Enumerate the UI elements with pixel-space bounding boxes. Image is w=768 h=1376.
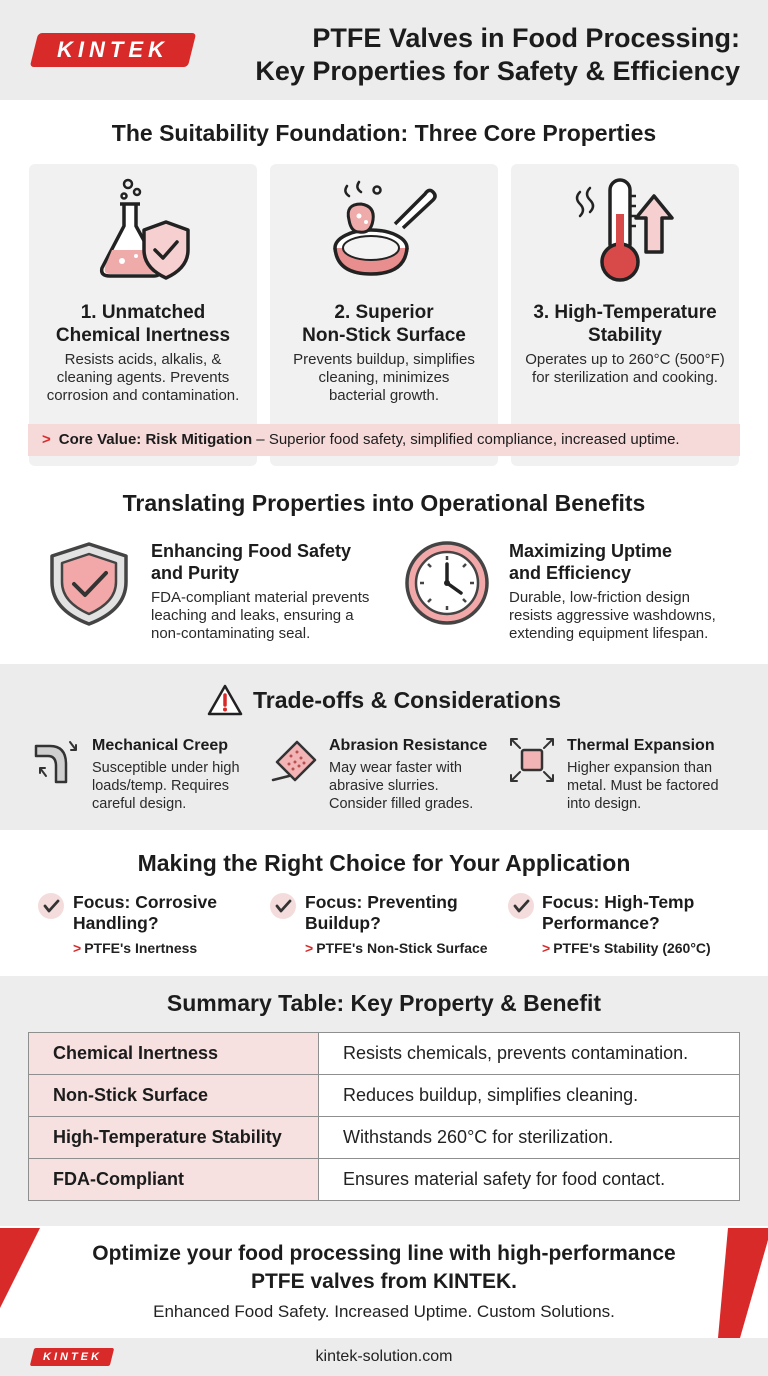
table-row: Chemical Inertness Resists chemicals, prevents contamination. <box>29 1033 740 1075</box>
page-title: PTFE Valves in Food Processing: Key Properties for Safety & Efficiency <box>255 23 740 86</box>
abrasion-icon <box>271 736 319 784</box>
table-row: High-Temperature Stability Withstands 260°C for sterilization. <box>29 1117 740 1159</box>
chevron-right-icon: > <box>42 431 51 448</box>
summary-table <box>28 1032 740 1201</box>
clock-icon <box>404 540 490 626</box>
benefit-uptime-title: Maximizing Uptime and Efficiency <box>509 541 673 583</box>
benefit-food-safety-title: Enhancing Food Safety and Purity <box>151 541 352 583</box>
website-link[interactable]: kintek-solution.com <box>315 1348 453 1365</box>
shield-check-icon <box>46 540 132 626</box>
benefit-uptime-desc: Durable, low-friction design resists aggressive washdowns, extending equipment lifespan. <box>509 589 716 642</box>
footer-tagline: Enhanced Food Safety. Increased Uptime. Custom Solutions. <box>153 1302 615 1321</box>
choice-buildup-title: Focus: Preventing Buildup? <box>305 892 458 933</box>
thermometer-icon <box>570 176 680 286</box>
choice-buildup-answer: > PTFE's Non-Stick Surface <box>305 940 488 956</box>
footer-headline: Optimize your food processing line with high-performance PTFE valves from KINTEK. <box>92 1242 676 1293</box>
card-non-stick-surface: 2. Superior Non-Stick Surface Prevents buildup, simplifies cleaning, minimizes bacterial growth. <box>270 164 498 466</box>
core-value-banner: > Core Value: Risk Mitigation – Superior food safety, simplified compliance, increased uptime. <box>28 424 740 456</box>
tradeoff-abrasion-desc: May wear faster with abrasive slurries. Consider filled grades. <box>329 760 474 812</box>
benefit-food-safety-desc: FDA-compliant material prevents leaching and leaks, ensuring a non-contaminating seal. <box>151 589 370 642</box>
tradeoffs-title: Trade-offs & Considerations <box>0 684 768 716</box>
tradeoff-abrasion-title: Abrasion Resistance <box>329 737 488 754</box>
tradeoff-thermal-desc: Higher expansion than metal. Must be factored into design. <box>567 760 719 812</box>
tradeoff-creep-desc: Susceptible under high loads/temp. Requires careful design. <box>92 760 240 812</box>
expand-arrows-icon <box>508 736 556 784</box>
flask-shield-icon <box>88 176 198 286</box>
tradeoff-creep-title: Mechanical Creep <box>92 737 229 754</box>
benefits-title: Translating Properties into Operational Benefits <box>122 490 646 516</box>
check-icon <box>38 893 64 919</box>
kintek-logo-small[interactable]: KINTEK <box>30 1348 114 1366</box>
choice-corrosive-title: Focus: Corrosive Handling? <box>73 892 217 933</box>
core-properties-title: The Suitability Foundation: Three Core Properties <box>111 120 657 146</box>
choice-hightemp-answer: > PTFE's Stability (260°C) <box>542 940 711 956</box>
card-high-temp-stability: 3. High-Temperature Stability Operates up to 260°C (500°F) for sterilization and cooking. <box>511 164 739 466</box>
tradeoff-thermal-title: Thermal Expansion <box>567 737 715 754</box>
warning-icon <box>207 684 243 716</box>
table-row: Non-Stick Surface Reduces buildup, simplifies cleaning. <box>29 1075 740 1117</box>
choice-title: Making the Right Choice for Your Application <box>137 850 631 876</box>
card-chemical-inertness: 1. Unmatched Chemical Inertness Resists acids, alkalis, & cleaning agents. Prevents corrosion and contamination. <box>29 164 257 466</box>
kintek-logo[interactable]: KINTEK <box>30 33 196 67</box>
choice-hightemp-title: Focus: High-Temp Performance? <box>542 892 695 933</box>
table-row: FDA-Compliant Ensures material safety for food contact. <box>29 1159 740 1201</box>
choice-corrosive-answer: > PTFE's Inertness <box>73 940 198 956</box>
check-icon <box>270 893 296 919</box>
non-stick-pan-icon <box>329 176 439 286</box>
summary-title: Summary Table: Key Property & Benefit <box>166 990 602 1016</box>
bent-pipe-icon <box>32 736 80 784</box>
check-icon <box>508 893 534 919</box>
